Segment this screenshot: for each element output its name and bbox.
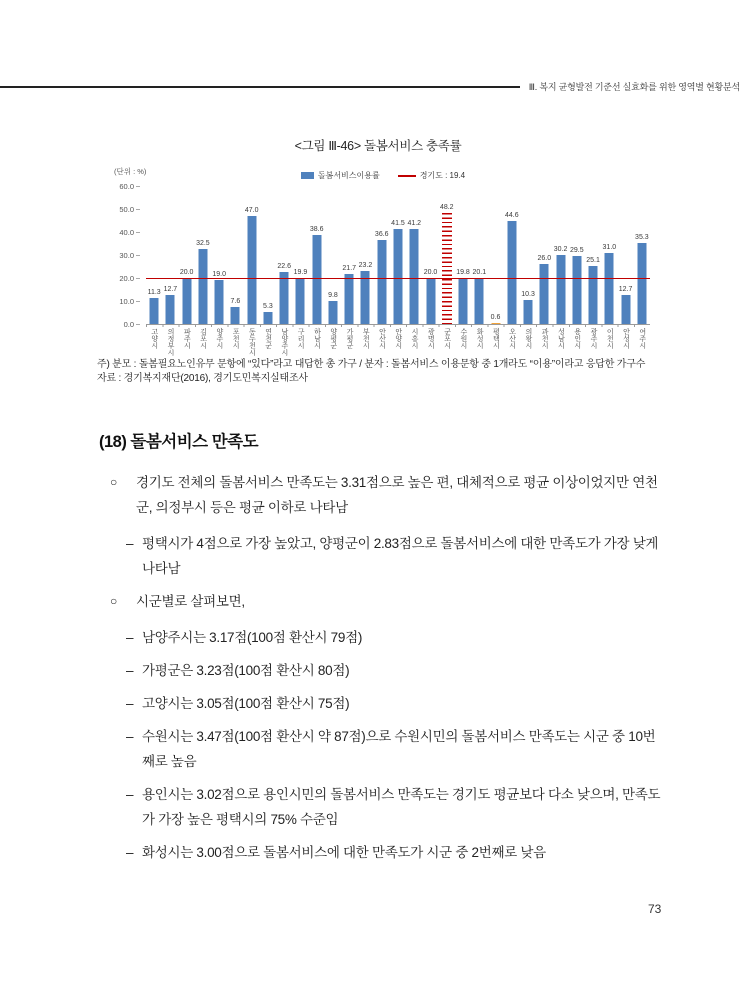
bar-slot-연천군 [260,186,276,324]
bullet-marker: ○ [110,594,117,608]
legend-line-swatch [398,175,416,177]
bar-slot-남양주시 [276,186,292,324]
figure-note: 주) 분모 : 돌봄필요노인유무 문항에 “있다”라고 대답한 총 가구 / 분자 : 돌봄서비스 이용문항 중 1개라도 “이용”이라고 응답한 가구수 [97,359,646,370]
bar-김포시 [198,249,207,324]
bar-고양시 [150,298,159,324]
figure-source: 자료 : 경기복지재단(2016), 경기도민복지실태조사 [97,373,308,384]
x-axis-label-의정부시 [162,328,178,361]
bullet-marker: – [126,630,134,645]
bullet-text: 평택시가 4점으로 가장 높았고, 양평군이 2.83점으로 돌봄서비스에 대한 만족도가 가장 낮게 나타남 [142,536,659,576]
bar-value-label: 44.6 [504,212,519,220]
x-axis-label-연천군 [260,328,276,361]
legend-item [398,170,465,181]
bar-value-label: 19.9 [293,269,308,277]
bar-value-label: 9.8 [328,292,338,300]
bar-value-label: 31.0 [602,243,617,251]
bar-value-label: 20.0 [423,269,438,276]
x-axis-label-동두천시 [244,328,260,361]
bullet-text: 화성시는 3.00점으로 돌봄서비스에 대한 만족도가 시군 중 2번째로 낮음 [142,845,546,860]
bar-의왕시 [524,300,533,324]
x-axis-label-text: 구리시 [297,328,305,349]
legend-label: 경기도 : 19.4 [419,171,466,180]
bar-value-label: 41.2 [407,220,422,228]
bar-slot-포천시 [227,186,243,324]
x-axis-label-text: 광명시 [427,328,435,349]
bar-수원시 [459,278,468,324]
bar-안성시 [621,295,630,324]
x-axis-label-text: 하남시 [313,328,321,349]
bar-slot-광주시 [585,186,601,324]
bullet-item [126,625,666,650]
section-heading: (18) 돌봄서비스 만족도 [99,433,259,451]
bar-slot-구리시 [292,186,308,324]
x-axis-label-파주시 [179,328,195,361]
bar-value-label: 12.7 [618,285,633,293]
x-axis-label-안산시 [374,328,390,361]
bar-value-label: 10.3 [521,291,535,299]
bar-안산시 [377,240,386,324]
running-header [0,80,740,93]
bullet-marker: – [126,845,134,860]
x-axis-label-text: 과천시 [541,328,549,349]
bar-slot-과천시 [536,186,552,324]
x-axis-label-이천시 [601,328,617,361]
x-axis-label-text: 오산시 [508,328,516,349]
bar-slot-성남시 [552,186,568,324]
bar-slot-동두천시 [244,186,260,324]
x-axis-label-시흥시 [406,328,422,361]
x-axis-label-text: 군포시 [443,328,451,349]
x-axis-label-text: 고양시 [150,328,158,349]
x-axis-label-과천시 [536,328,552,361]
chart-legend [110,170,656,181]
bar-slot-하남시 [309,186,325,324]
bullet-item [110,470,666,520]
bar-value-label: 26.0 [537,255,552,263]
bar-양주시 [215,280,224,324]
bar-slot-김포시 [195,186,211,324]
bar-남양주시 [280,272,289,324]
header-rule [0,86,520,88]
x-axis-label-text: 수원시 [459,328,467,349]
bar-value-label: 47.0 [244,206,259,214]
bar-slot-시흥시 [406,186,422,324]
bullet-item [126,691,666,716]
bar-value-label: 0.6 [490,313,501,321]
bullet-marker: ○ [110,475,117,489]
bullet-item [126,724,666,774]
bar-value-label: 19.0 [212,271,226,279]
bar-slot-파주시 [179,186,195,324]
x-axis-label-text: 포천시 [232,328,240,349]
x-axis-label-text: 동두천시 [248,328,256,356]
gyeonggi-average-reference-line [146,278,650,279]
x-axis-label-text: 양평군 [329,328,337,349]
bar-value-label: 25.1 [586,257,600,265]
bullet-item [110,589,666,614]
x-axis-label-용인시 [569,328,585,361]
x-axis-label-text: 의정부시 [167,328,175,356]
x-axis-label-수원시 [455,328,471,361]
y-axis-tick-label: 20.0 [112,274,140,283]
bar-slot-양주시 [211,186,227,324]
bar-화성시 [475,278,484,324]
y-axis-tick-label: 0.0 [112,320,140,329]
x-axis-label-양주시 [211,328,227,361]
bullet-text: 가평군은 3.23점(100점 환산시 80점) [142,663,350,678]
bar-value-label: 23.2 [358,261,373,269]
bar-value-label: 41.5 [391,219,405,227]
x-axis-label-text: 광주시 [589,328,597,349]
bullet-marker: – [126,696,134,711]
bullet-item [126,531,666,581]
x-axis-label-성남시 [553,328,569,361]
bar-slot-군포시 [439,186,455,324]
legend-bar-swatch [301,172,314,179]
bar-value-label: 21.7 [342,265,357,273]
bar-양평군 [328,301,337,324]
x-axis-label-text: 안성시 [622,328,630,349]
x-axis-label-여주시 [634,328,650,361]
x-axis-label-구리시 [292,328,308,361]
bar-slot-안산시 [374,186,390,324]
bar-slot-이천시 [601,186,617,324]
y-axis-tick-label: 60.0 [112,182,140,191]
x-axis-label-text: 이천시 [606,328,614,349]
legend-item [301,170,380,181]
x-axis-label-text: 남양주시 [280,328,288,356]
bar-하남시 [312,235,321,324]
bar-slot-부천시 [357,186,373,324]
bullet-text: 수원시는 3.47점(100점 환산시 약 87점)으로 수원시민의 돌봄서비스 만족도는 시군 중 10번째로 높음 [142,729,656,769]
bullet-text: 고양시는 3.05점(100점 환산시 75점) [142,696,350,711]
x-axis-label-양평군 [325,328,341,361]
bar-동두천시 [247,216,256,324]
bullet-list [110,470,666,873]
bar-value-label: 32.5 [196,240,210,248]
bar-slot-용인시 [569,186,585,324]
bar-안양시 [393,229,402,324]
x-axis-label-text: 평택시 [492,328,500,349]
bar-value-label: 20.1 [472,268,487,276]
figure-title: <그림 Ⅲ-46> 돌봄서비스 충족률 [294,139,462,153]
bar-value-label: 7.6 [230,297,241,305]
x-axis-label-광명시 [423,328,439,361]
x-axis-label-text: 연천군 [264,328,272,349]
x-axis-label-text: 화성시 [476,328,484,349]
x-axis-label-안성시 [618,328,634,361]
bar-value-label: 22.6 [277,263,291,271]
x-axis-label-고양시 [146,328,162,361]
bar-slot-광명시 [422,186,438,324]
bullet-item [126,782,666,832]
x-axis-label-부천시 [357,328,373,361]
x-axis-labels [146,328,650,361]
care-service-chart [110,160,656,370]
x-axis-label-의왕시 [520,328,536,361]
bullet-text: 용인시는 3.02점으로 용인시민의 돌봄서비스 만족도는 경기도 평균보다 다소 낮으며, 만족도가 가장 높은 평택시의 75% 수준임 [142,787,661,827]
bullet-text: 시군별로 살펴보면, [136,594,245,609]
bullet-marker: – [126,663,134,678]
bar-용인시 [572,256,581,324]
legend-label: 돌봄서비스이용률 [317,171,380,180]
x-axis-label-text: 성남시 [557,328,565,349]
bar-slot-고양시 [146,186,162,324]
bar-value-label: 11.3 [147,289,161,297]
bullet-item [126,840,666,865]
bar-군포시 [442,213,452,324]
bar-slot-평택시 [487,186,503,324]
bar-과천시 [540,264,549,324]
bullet-item [126,658,666,683]
x-axis-label-오산시 [504,328,520,361]
bullet-text: 남양주시는 3.17점(100점 환산시 79점) [142,630,363,645]
bar-시흥시 [410,229,419,324]
x-axis-label-text: 여주시 [638,328,646,349]
bar-의정부시 [166,295,175,324]
bar-파주시 [182,278,191,324]
bar-이천시 [605,253,614,324]
x-axis-label-광주시 [585,328,601,361]
bar-value-label: 5.3 [263,302,273,310]
bar-포천시 [231,307,240,324]
bar-value-label: 38.6 [309,226,324,234]
x-axis-label-김포시 [195,328,211,361]
bar-연천군 [263,312,272,324]
page-number: 73 [648,902,662,916]
x-axis-label-남양주시 [276,328,292,361]
x-axis-label-text: 용인시 [573,328,581,349]
chart-plot [146,186,650,325]
x-axis-label-가평군 [341,328,357,361]
bar-slot-가평군 [341,186,357,324]
x-axis-label-화성시 [471,328,487,361]
bar-slot-화성시 [471,186,487,324]
bullet-marker: – [126,729,134,744]
x-axis-ticks [146,324,650,327]
bar-value-label: 12.7 [163,285,178,293]
x-axis-label-text: 안양시 [394,328,402,349]
x-axis-label-text: 안산시 [378,328,386,349]
x-axis-label-평택시 [488,328,504,361]
y-axis-tick-label: 50.0 [112,205,140,214]
y-axis-tick-label: 10.0 [112,297,140,306]
bar-value-label: 20.0 [179,269,194,276]
x-axis-label-포천시 [227,328,243,361]
bar-구리시 [296,278,305,324]
bar-여주시 [637,243,646,324]
bar-value-label: 48.2 [439,204,454,212]
bar-slot-양평군 [325,186,341,324]
x-axis-label-안양시 [390,328,406,361]
bar-slot-안성시 [617,186,633,324]
bar-slot-오산시 [504,186,520,324]
x-axis-label-text: 김포시 [199,328,207,349]
bar-오산시 [507,221,516,324]
x-axis-label-text: 시흥시 [411,328,419,349]
y-axis-tick-label: 40.0 [112,228,140,237]
x-axis-label-text: 양주시 [215,328,223,349]
x-axis-label-군포시 [439,328,455,361]
bar-value-label: 29.5 [570,247,584,255]
x-axis-label-text: 파주시 [183,328,191,349]
chapter-title: Ⅲ. 복지 균형발전 기준선 실효화를 위한 영역별 현황분석 [528,82,740,92]
bar-value-label: 36.6 [374,230,389,238]
bullet-marker: – [126,787,134,802]
bar-value-label: 30.2 [553,245,568,253]
x-axis-label-text: 부천시 [362,328,370,349]
bar-value-label: 35.3 [635,233,649,241]
x-axis-label-text: 가평군 [345,328,353,349]
bar-slot-의정부시 [162,186,178,324]
bar-가평군 [345,274,354,324]
chart-unit-label: (단위 : %) [114,167,147,176]
bullet-text: 경기도 전체의 돌봄서비스 만족도는 3.31점으로 높은 편, 대체적으로 평균 이상이었지만 연천군, 의정부시 등은 평균 이하로 나타남 [136,475,658,515]
figure-notes [97,358,663,386]
bar-slot-안양시 [390,186,406,324]
bar-slot-수원시 [455,186,471,324]
bar-slot-의왕시 [520,186,536,324]
bar-광주시 [589,266,598,324]
bar-slot-여주시 [634,186,650,324]
x-axis-label-하남시 [309,328,325,361]
y-axis-tick-label: 30.0 [112,251,140,260]
bar-광명시 [426,278,435,324]
bar-value-label: 19.8 [456,269,470,277]
x-axis-label-text: 의왕시 [524,328,532,349]
bar-성남시 [556,255,565,324]
bullet-marker: – [126,536,134,551]
